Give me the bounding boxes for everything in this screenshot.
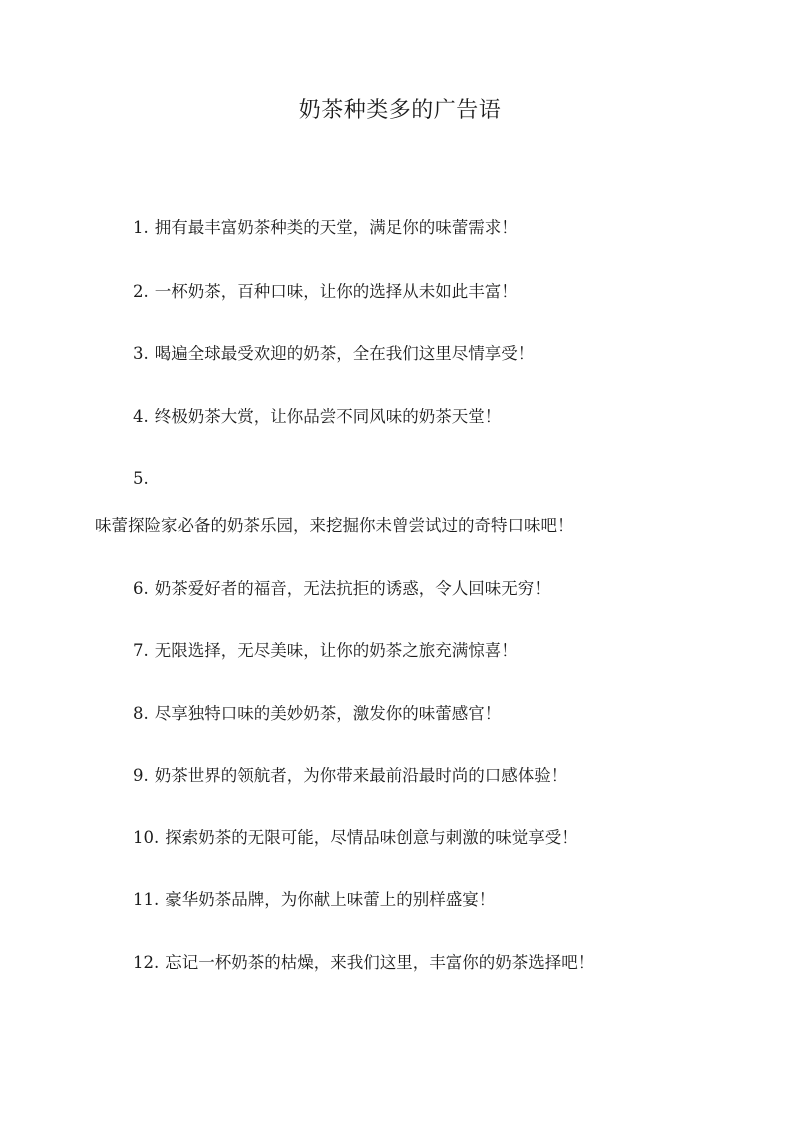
list-item-number: 3. (133, 344, 149, 363)
list-item-number: 2. (133, 282, 149, 301)
list-item-text: 奶茶世界的领航者，为你带来最前沿最时尚的口感体验！ (154, 766, 568, 785)
list-item (133, 703, 501, 725)
list-item-text: 味蕾探险家必备的奶茶乐园，来挖掘你未曾尝试过的奇特口味吧！ (95, 516, 574, 535)
list-item-number: 9. (133, 766, 149, 785)
list-item-text: 无限选择，无尽美味，让你的奶茶之旅充满惊喜！ (154, 641, 518, 660)
list-item-number: 11. (133, 890, 160, 909)
list-item (133, 640, 518, 662)
list-item (133, 827, 578, 849)
list-item-number: 12. (133, 953, 160, 972)
list-item-number: 1. (133, 218, 149, 237)
list-item (133, 343, 534, 365)
list-item (133, 281, 518, 303)
list-item-number: 5. (133, 469, 149, 488)
list-item-text: 忘记一杯奶茶的枯燥，来我们这里，丰富你的奶茶选择吧！ (165, 953, 595, 972)
list-item-text: 探索奶茶的无限可能，尽情品味创意与刺激的味觉享受！ (165, 828, 578, 847)
list-item-text: 豪华奶茶品牌，为你献上味蕾上的别样盛宴！ (165, 890, 496, 909)
list-item-text: 终极奶茶大赏，让你品尝不同风味的奶茶天堂！ (154, 407, 502, 426)
list-item-number: 7. (133, 641, 149, 660)
list-item-number: 6. (133, 579, 149, 598)
list-item (133, 765, 567, 787)
list-item (133, 217, 518, 239)
document-title: 奶茶种类多的广告语 (298, 98, 502, 123)
list-item (133, 889, 495, 911)
list-item-number: 8. (133, 704, 149, 723)
list-item-text: 一杯奶茶，百种口味，让你的选择从未如此丰富！ (154, 282, 518, 301)
list-item-number: 4. (133, 407, 149, 426)
list-item (133, 406, 501, 428)
list-item-number: 10. (133, 828, 160, 847)
list-item-text: 喝遍全球最受欢迎的奶茶，全在我们这里尽情享受！ (154, 344, 535, 363)
list-item (133, 578, 551, 600)
list-item-text: 尽享独特口味的美妙奶茶，激发你的味蕾感官！ (154, 704, 502, 723)
list-item (133, 952, 594, 974)
list-item-text: 拥有最丰富奶茶种类的天堂，满足你的味蕾需求！ (154, 218, 518, 237)
list-item-text: 奶茶爱好者的福音，无法抗拒的诱惑，令人回味无穷！ (154, 579, 551, 598)
